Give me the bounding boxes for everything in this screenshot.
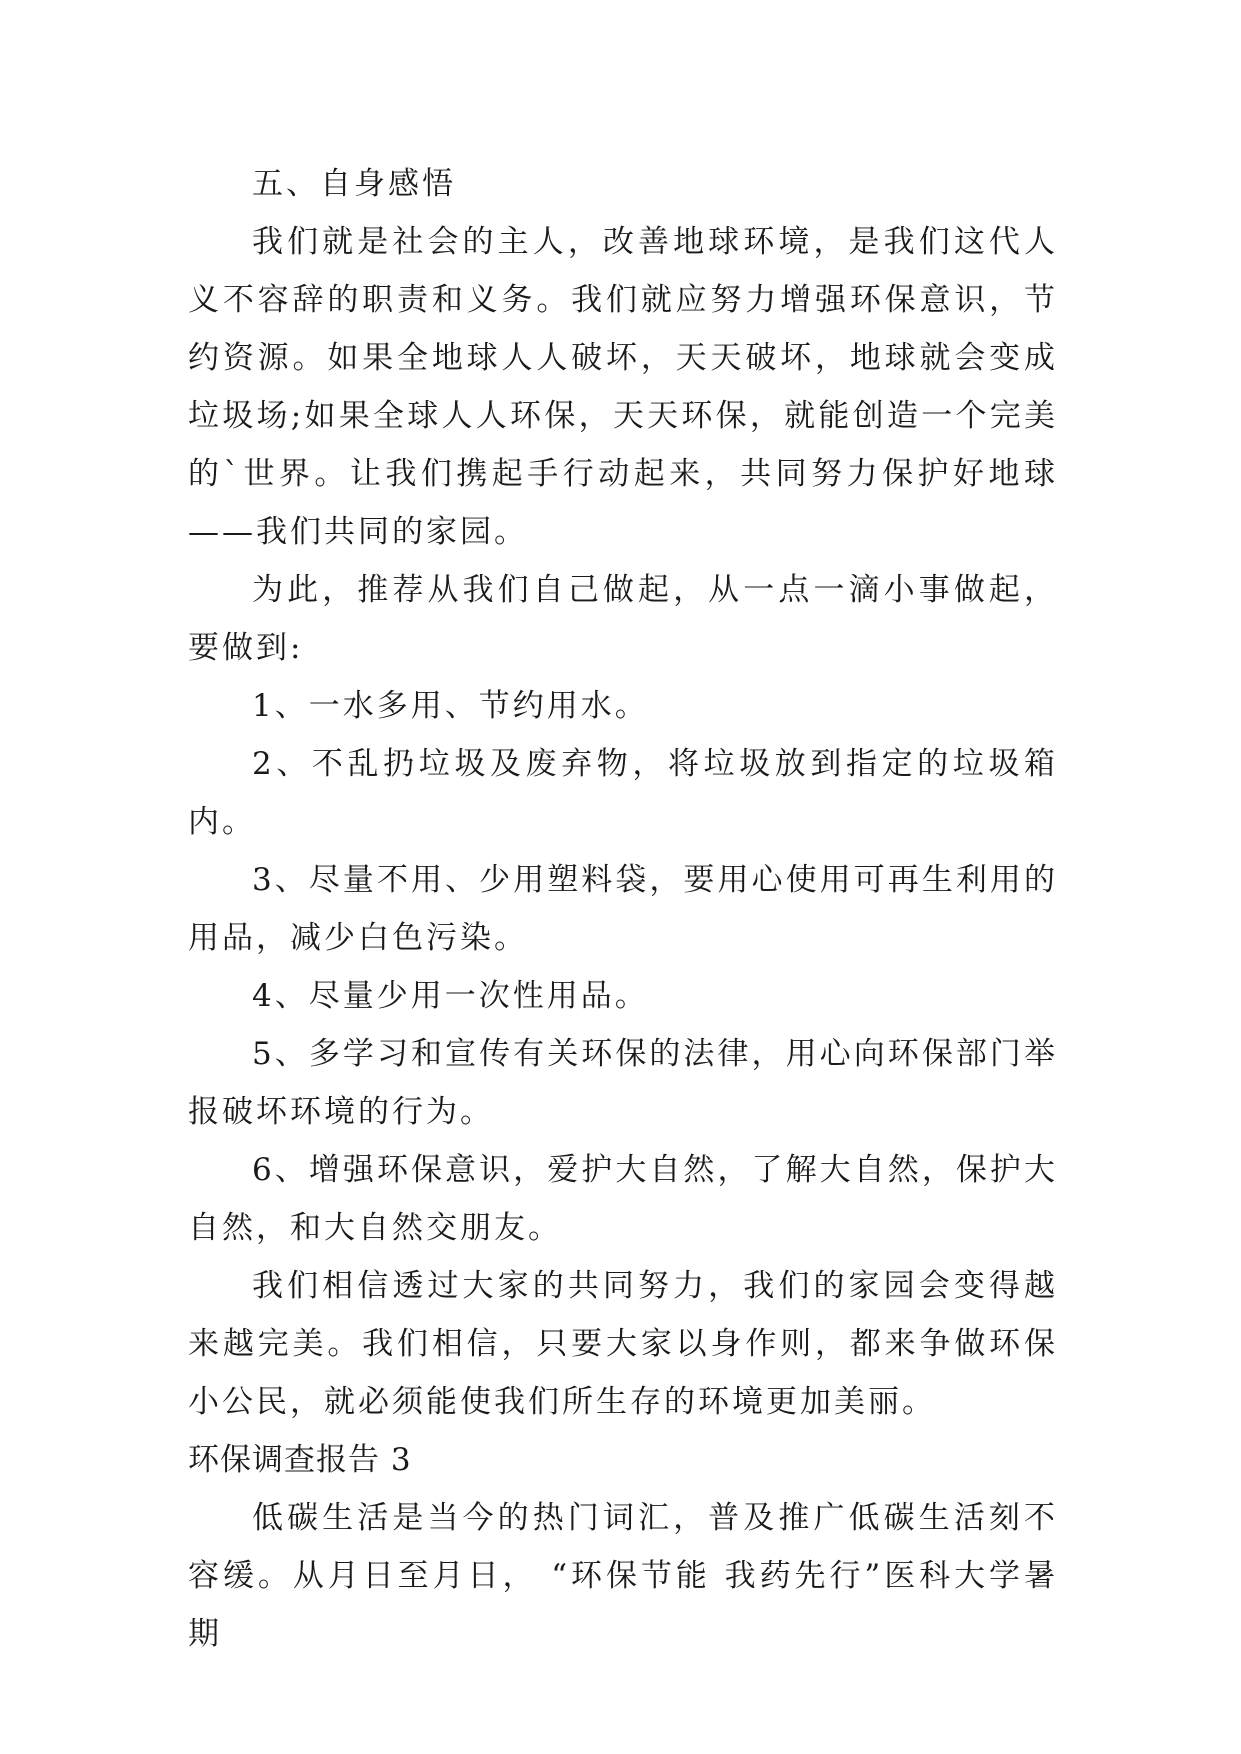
list-item-4: 4、尽量少用一次性用品。 [252, 978, 649, 1014]
list-item-2: 2、不乱扔垃圾及废弃物，将垃圾放到指定的垃圾箱内。 [188, 746, 1058, 840]
list-item-1: 1、一水多用、节约用水。 [252, 688, 649, 724]
paragraph-reflection: 我们就是社会的主人，改善地球环境，是我们这代人义不容辞的职责和义务。我们就应努力增强环保意识，节约资源。如果全地球人人破坏，天天破坏，地球就会变成垃圾场;如果全球人人环保，天天环保，就能创造一个完美的`世界。让我们携起手行动起来，共同努力保护好地球——我们共同的家园。 [188, 224, 1058, 550]
paragraph-conclusion: 我们相信透过大家的共同努力，我们的家园会变得越来越完美。我们相信，只要大家以身作则，都来争做环保小公民，就必须能使我们所生存的环境更加美丽。 [188, 1268, 1058, 1420]
list-item-6: 6、增强环保意识，爱护大自然，了解大自然，保护大自然，和大自然交朋友。 [188, 1152, 1058, 1246]
list-item-5: 5、多学习和宣传有关环保的法律，用心向环保部门举报破坏环境的行为。 [188, 1036, 1058, 1130]
paragraph-recommendation: 为此，推荐从我们自己做起，从一点一滴小事做起，要做到: [188, 572, 1058, 666]
paragraph-report-intro: 低碳生活是当今的热门词汇，普及推广低碳生活刻不容缓。从月日至月日， “环保节能 我药先行”医科大学暑期 [188, 1500, 1058, 1652]
document-body [188, 155, 1058, 1663]
section-heading: 五、自身感悟 [252, 166, 456, 202]
list-item-3: 3、尽量不用、少用塑料袋，要用心使用可再生利用的用品，减少白色污染。 [188, 862, 1058, 956]
report-title: 环保调查报告 3 [188, 1442, 412, 1478]
